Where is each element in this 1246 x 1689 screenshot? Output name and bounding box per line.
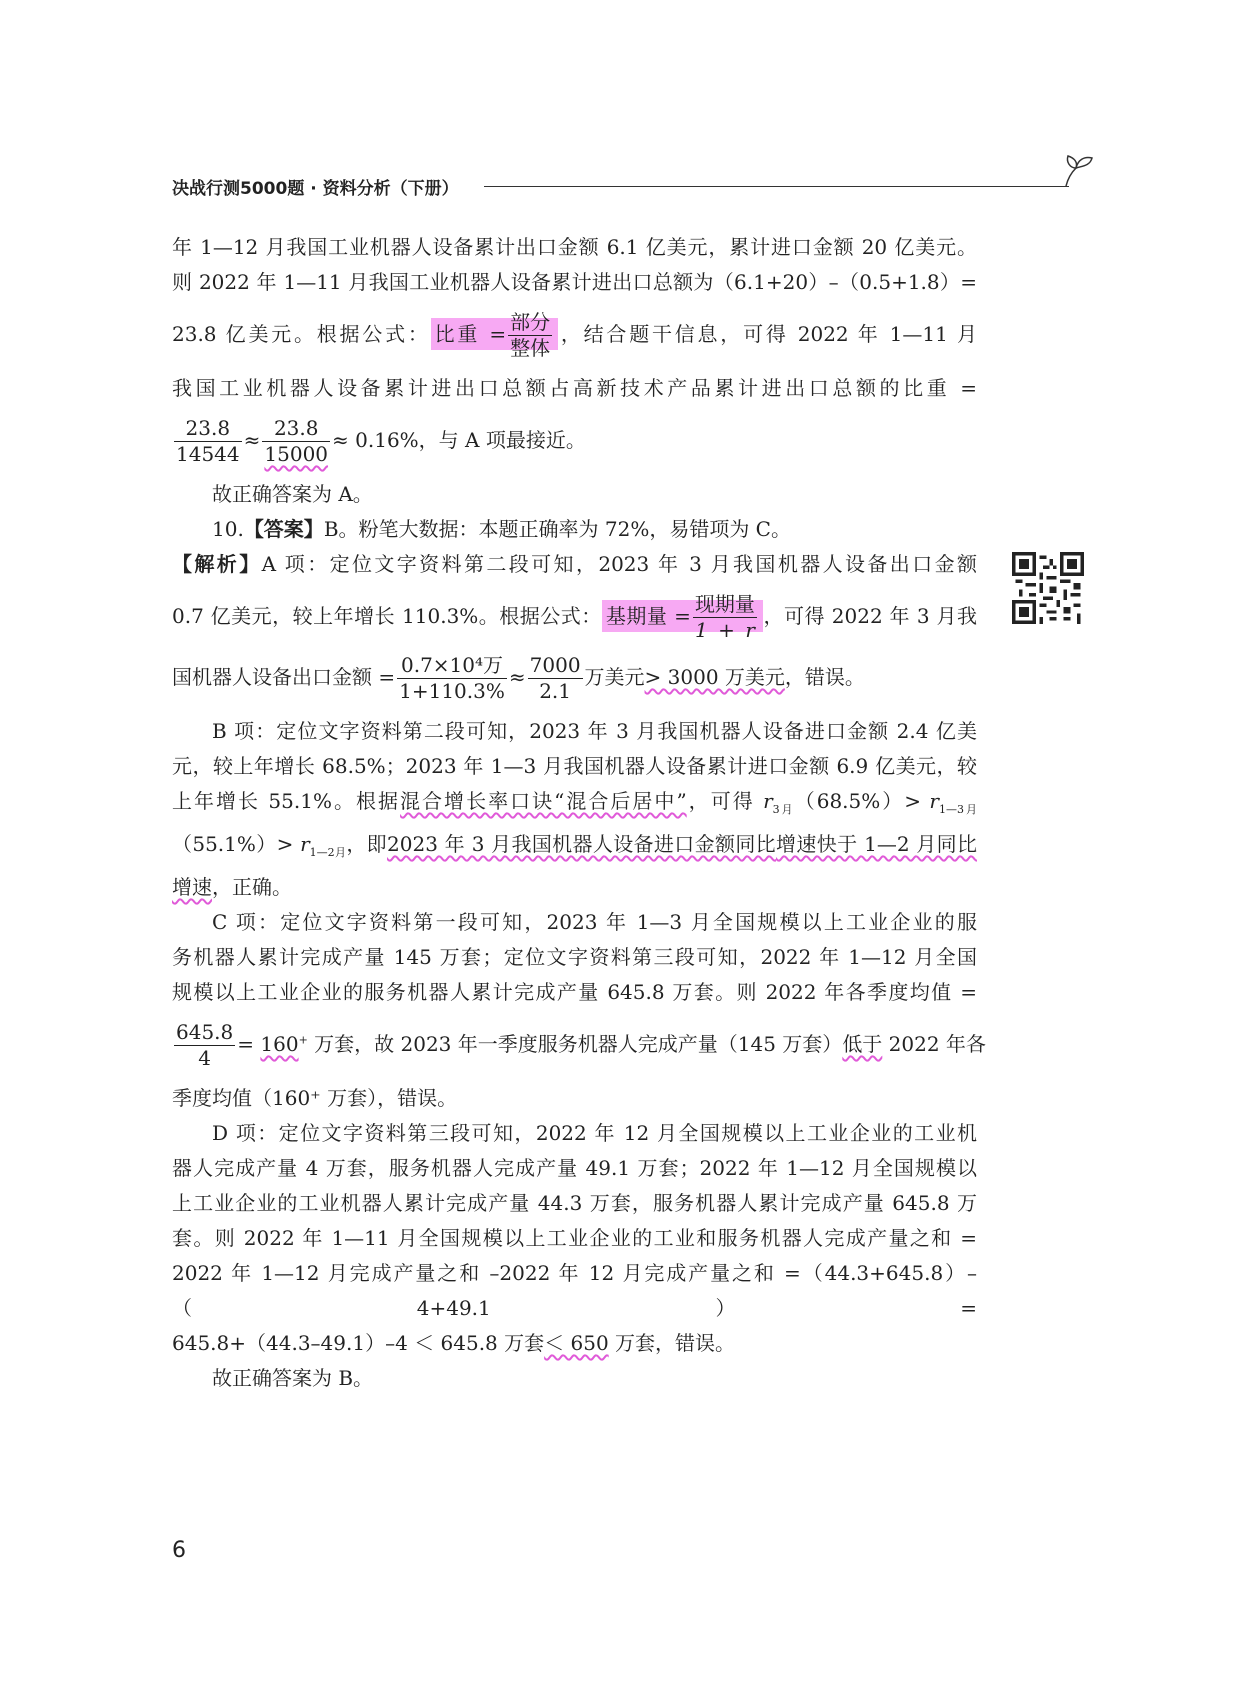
para-line: 645.8+（44.3–49.1）–4 ＜ 645.8 万套＜ 650 万套，错误。: [172, 1331, 736, 1355]
formula-highlight: 基期量 = $\frac{\text{现期量}}{1 + r}$: [602, 600, 763, 632]
conclusion: 故正确答案为 B。: [212, 1366, 374, 1390]
para-line: 增速，正确。: [172, 875, 292, 899]
para-line-formula: 0.7 亿美元，较上年增长 110.3%。根据公式： 基期量 = $\frac{\text{现期量}}{1 + r}$ ，可得 2022 年 3 月我: [172, 592, 977, 642]
fraction: $\frac{23.8}{15000}$: [264, 416, 329, 466]
fraction: $\frac{23.8}{14544}$: [176, 416, 240, 466]
para-line: 年 1—12 月我国工业机器人设备累计出口金额 6.1 亿美元，累计进口金额 20 亿美元。: [172, 235, 977, 259]
para-line: 务机器人累计完成产量 145 万套；定位文字资料第三段可知，2022 年 1—12 月全国: [172, 945, 977, 969]
para-line: 则 2022 年 1—11 月我国工业机器人设备累计进出口总额为（6.1+20）–（0.5+1.8）=: [172, 270, 977, 294]
analysis-line: 【解析】A 项：定位文字资料第二段可知，2023 年 3 月我国机器人设备出口金额: [172, 552, 978, 576]
header-rule: [484, 186, 1069, 187]
para-line: 我国工业机器人设备累计进出口总额占高新技术产品累计进出口总额的比重 =: [172, 376, 977, 400]
para-line-fraction: $\frac{645.8}{4}$ = 160+ 万套，故 2023 年一季度服务机器人完成产量（145 万套）低于 2022 年各: [176, 1020, 986, 1070]
page-header: [172, 168, 1092, 198]
para-line: C 项：定位文字资料第一段可知，2023 年 1—3 月全国规模以上工业企业的服: [212, 910, 977, 934]
formula-highlight: 比重 = $\frac{\text{部分}}{\text{整体}}$: [431, 318, 558, 350]
fraction: $\frac{7000}{2.1}$: [529, 653, 581, 703]
para-line: 套。则 2022 年 1—11 月全国规模以上工业企业的工业和服务机器人完成产量之和 =: [172, 1226, 977, 1250]
answer-line: 10.【答案】B。粉笔大数据：本题正确率为 72%，易错项为 C。: [212, 517, 791, 541]
fraction: $\frac{645.8}{4}$: [176, 1020, 234, 1070]
para-line: 季度均值（160⁺ 万套），错误。: [172, 1086, 458, 1110]
para-line: 2022 年 1—12 月完成产量之和 –2022 年 12 月完成产量之和 =（44.3+645.8）–（4+49.1）=: [172, 1261, 977, 1320]
book-title: 决战行测5000题 · 资料分析（下册）: [172, 179, 459, 199]
answer-body: [172, 230, 986, 1396]
para-line: 上工业企业的工业机器人累计完成产量 44.3 万套，服务机器人累计完成产量 645.8 万: [172, 1191, 977, 1215]
para-line: 器人完成产量 4 万套，服务机器人完成产量 49.1 万套；2022 年 1—12 月全国规模以: [172, 1156, 977, 1180]
sprout-icon: [1060, 150, 1096, 190]
conclusion: 故正确答案为 A。: [212, 482, 373, 506]
qr-code-icon[interactable]: [1012, 552, 1084, 624]
para-line-formula: 23.8 亿美元。根据公式： 比重 = $\frac{\text{部分}}{\text{整体}}$ ，结合题干信息，可得 2022 年 1—11 月: [172, 310, 977, 360]
para-line: B 项：定位文字资料第二段可知，2023 年 3 月我国机器人设备进口金额 2.4 亿美: [212, 719, 977, 743]
page-number: 6: [172, 1538, 186, 1563]
para-line: 元，较上年增长 68.5%；2023 年 1—3 月我国机器人设备累计进口金额 6.9 亿美元，较: [172, 754, 977, 778]
para-line-fraction: 国机器人设备出口金额 = $\frac{\text{0.7×10⁴万}}{1+110.3\%}$ ≈ $\frac{7000}{2.1}$ 万美元> 3000 万美元，错误。: [172, 653, 865, 703]
fraction: $\frac{\text{0.7×10⁴万}}{1+110.3\%}$: [399, 653, 505, 703]
para-line: 规模以上工业企业的服务机器人累计完成产量 645.8 万套。则 2022 年各季度均值 =: [172, 980, 977, 1004]
para-line-fraction: $\frac{23.8}{14544}$ ≈ $\frac{23.8}{15000}$ ≈ 0.16%，与 A 项最接近。: [176, 416, 586, 466]
para-line: D 项：定位文字资料第三段可知，2022 年 12 月全国规模以上工业企业的工业机: [212, 1121, 977, 1145]
para-line: $(55.1\%)> r_{1—2月}$，即2023 年 3 月我国机器人设备进口金额同比增速快于 1—2 月同比: [172, 832, 977, 859]
para-line: 上年增长 55.1%。根据混合增长率口诀“混合后居中”，可得 $r_{3月}(68.5\%)> r_{1—3月}$: [172, 789, 977, 816]
